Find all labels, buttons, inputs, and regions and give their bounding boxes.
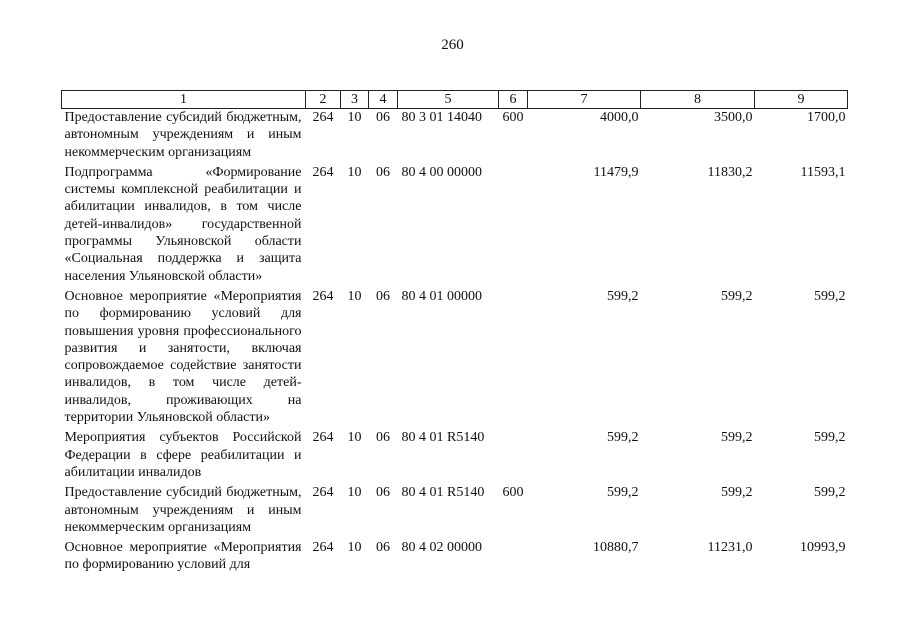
row-value-2: 599,2 — [721, 430, 753, 446]
row-code: 264 — [312, 430, 334, 446]
row-value-2: 11830,2 — [707, 164, 753, 180]
row-value-2: 599,2 — [721, 485, 753, 501]
table-row — [62, 288, 848, 429]
row-section: 10 — [347, 430, 362, 446]
row-value-1: 599,2 — [607, 288, 639, 304]
table-row — [62, 109, 848, 164]
row-code: 264 — [312, 110, 334, 125]
row-subsection: 06 — [376, 164, 390, 180]
row-code: 264 — [312, 540, 334, 556]
page-number: 260 — [441, 37, 464, 53]
row-expense-type: 600 — [502, 110, 524, 125]
row-expense-type — [499, 539, 528, 574]
row-section: 10 — [347, 288, 362, 304]
row-section: 10 — [347, 540, 362, 556]
row-target-article: 80 4 00 00000 — [401, 164, 482, 180]
row-name: Основное мероприятие «Мероприятия по формированию условий для — [64, 540, 302, 573]
row-name: Подпрограмма «Формирование системы комплексной реабилитации и абилитации инвалидов, в том числе детей-инвалидов» государственной программы Ульяновской области «Социальная поддержка и защита населения Ульяновской области» — [64, 164, 302, 284]
row-section: 10 — [347, 110, 362, 125]
row-value-3: 11593,1 — [800, 164, 846, 180]
row-section: 10 — [347, 485, 362, 501]
table-row — [62, 539, 848, 574]
column-header: 9 — [755, 91, 848, 109]
column-header: 8 — [641, 91, 755, 109]
row-expense-type — [499, 429, 528, 484]
row-value-2: 599,2 — [721, 288, 753, 304]
row-name: Мероприятия субъектов Российской Федерации в сфере реабилитации и абилитации инвалидов — [64, 430, 302, 480]
table-row — [62, 484, 848, 539]
row-subsection: 06 — [376, 430, 390, 446]
row-expense-type — [499, 288, 528, 429]
table-row — [62, 429, 848, 484]
column-header: 7 — [528, 91, 641, 109]
row-expense-type: 600 — [502, 485, 524, 501]
row-value-3: 599,2 — [814, 288, 846, 304]
row-subsection: 06 — [376, 110, 390, 125]
row-subsection: 06 — [376, 485, 390, 501]
row-value-1: 4000,0 — [600, 110, 639, 125]
table-header-row — [62, 91, 848, 109]
row-subsection: 06 — [376, 540, 390, 556]
column-header: 1 — [62, 91, 306, 109]
row-target-article: 80 4 01 00000 — [401, 288, 482, 304]
row-target-article: 80 4 01 R5140 — [401, 485, 485, 501]
table-row — [62, 164, 848, 288]
row-value-3: 1700,0 — [807, 110, 846, 125]
row-value-1: 11479,9 — [593, 164, 639, 180]
row-subsection: 06 — [376, 288, 390, 304]
row-section: 10 — [347, 164, 362, 180]
row-name: Предоставление субсидий бюджетным, автономным учреждениям и иным некоммерческим организациям — [64, 110, 302, 160]
row-value-1: 599,2 — [607, 485, 639, 501]
row-target-article: 80 4 02 00000 — [401, 540, 482, 556]
column-header: 5 — [398, 91, 499, 109]
budget-table — [61, 90, 848, 574]
row-target-article: 80 3 01 14040 — [401, 110, 482, 125]
row-expense-type — [499, 164, 528, 288]
row-target-article: 80 4 01 R5140 — [401, 430, 485, 446]
row-name: Предоставление субсидий бюджетным, автономным учреждениям и иным некоммерческим организациям — [64, 485, 302, 535]
column-header: 2 — [306, 91, 341, 109]
column-header: 3 — [341, 91, 369, 109]
row-value-1: 599,2 — [607, 430, 639, 446]
row-value-3: 599,2 — [814, 485, 846, 501]
row-name: Основное мероприятие «Мероприятия по формированию условий для повышения уровня профессионального развития и занятости, включая сопровождаемое содействие занятости инвалидов, в том числе детей-инвалидов, проживающих на территории Ульяновской области» — [64, 288, 302, 426]
column-header: 6 — [499, 91, 528, 109]
row-code: 264 — [312, 288, 334, 304]
row-code: 264 — [312, 164, 334, 180]
row-value-1: 10880,7 — [593, 540, 639, 556]
column-header: 4 — [369, 91, 398, 109]
row-value-3: 599,2 — [814, 430, 846, 446]
row-code: 264 — [312, 485, 334, 501]
row-value-2: 3500,0 — [714, 110, 753, 125]
row-value-3: 10993,9 — [800, 540, 846, 556]
row-value-2: 11231,0 — [707, 540, 753, 556]
